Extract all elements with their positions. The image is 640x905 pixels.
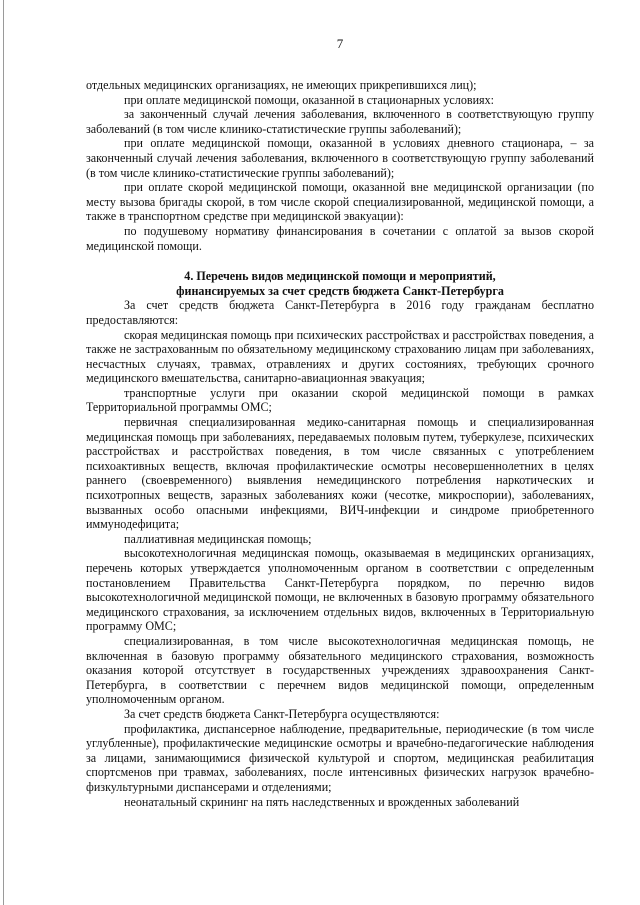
paragraph: по подушевому нормативу финансирования в сочетании с оплатой за вызов скорой медицинской помощи.	[86, 223, 594, 253]
paragraph: транспортные услуги при оказании скорой медицинской помощи в рамках Территориальной программы ОМС;	[86, 385, 594, 415]
paragraph: при оплате скорой медицинской помощи, оказанной вне медицинской организации (по месту вызова бригады скорой, в том числе скорой специализированной, медицинской помощи, а также в транспортном средстве при медицинской эвакуации):	[86, 180, 594, 224]
paragraph: За счет средств бюджета Санкт-Петербурга осуществляются:	[124, 706, 440, 721]
paragraph: неонатальный скрининг на пять наследственных и врожденных заболеваний	[124, 794, 520, 809]
paragraph: скорая медицинская помощь при психических расстройствах и расстройствах поведения, а также не застрахованным по обязательному медицинскому страхованию лицам при заболеваниях, несчастных случаях, травмах, отравлениях и других состояниях, требующих срочного медицинского вмешательства, санитарно-авиационная эвакуация;	[86, 327, 594, 386]
section-heading	[86, 269, 594, 298]
paragraph: при оплате медицинской помощи, оказанной в стационарных условиях:	[124, 92, 495, 107]
paragraph: За счет средств бюджета Санкт-Петербурга в 2016 году гражданам бесплатно предоставляются:	[86, 298, 594, 327]
paragraph: первичная специализированная медико-санитарная помощь и специализированная медицинская помощь при заболеваниях, передаваемых половым путем, туберкулезе, психических расстройствах и расстройствах поведения, в том числе связанных с употреблением психоактивных веществ, включая профилактические осмотры несовершеннолетних в целях раннего (своевременного) выявления немедицинского потребления наркотических и психотропных веществ, заразных заболеваниях кожи (чесотке, микроспории), заболеваниях, вызванных особо опасными инфекциями, ВИЧ-инфекции и синдроме приобретенного иммунодефицита;	[86, 415, 594, 532]
paragraph: паллиативная медицинская помощь;	[124, 531, 312, 546]
paragraph: высокотехнологичная медицинская помощь, оказываемая в медицинских организациях, перечень которых утверждается уполномоченным органом в соответствии с определенным постановлением Правительства Санкт-Петербурга порядком, по перечню видов высокотехнологичной медицинской помощи, не включенных в базовую программу обязательного медицинского страхования, за исключением отдельных видов, включенных в Территориальную программу ОМС;	[86, 546, 594, 634]
paragraph: при оплате медицинской помощи, оказанной в условиях дневного стационара, – за законченный случай лечения заболевания, включенного в соответствующую группу заболеваний (в том числе клинико-статистические группы заболеваний);	[86, 136, 594, 180]
paragraph: профилактика, диспансерное наблюдение, предварительные, периодические (в том числе углубленные), профилактические медицинские осмотры и врачебно-педагогические наблюдения за лицами, занимающимися физической культурой и спортом, медицинская реабилитация спортсменов при травмах, заболеваниях, после интенсивных физических нагрузок врачебно-физкультурными диспансерами и отделениями;	[86, 721, 594, 794]
section-heading-line: 4. Перечень видов медицинской помощи и мероприятий,	[184, 269, 496, 284]
paragraph: отдельных медицинских организациях, не имеющих прикрепившихся лиц);	[86, 78, 477, 92]
page-number: 7	[336, 36, 344, 51]
document-body	[86, 78, 594, 809]
page-edge-line	[3, 0, 4, 905]
section-heading-line: финансируемых за счет средств бюджета Санкт-Петербурга	[176, 283, 504, 298]
paragraph: за законченный случай лечения заболевания, включенного в соответствующую группу заболеваний (в том числе клинико-статистические группы заболеваний);	[86, 107, 594, 136]
paragraph: специализированная, в том числе высокотехнологичная медицинская помощь, не включенная в базовую программу обязательного медицинского страхования, возможность оказания которой отсутствует в государственных учреждениях здравоохранения Санкт-Петербурга, в соответствии с перечнем видов медицинской помощи, определенным уполномоченным органом.	[86, 633, 594, 707]
